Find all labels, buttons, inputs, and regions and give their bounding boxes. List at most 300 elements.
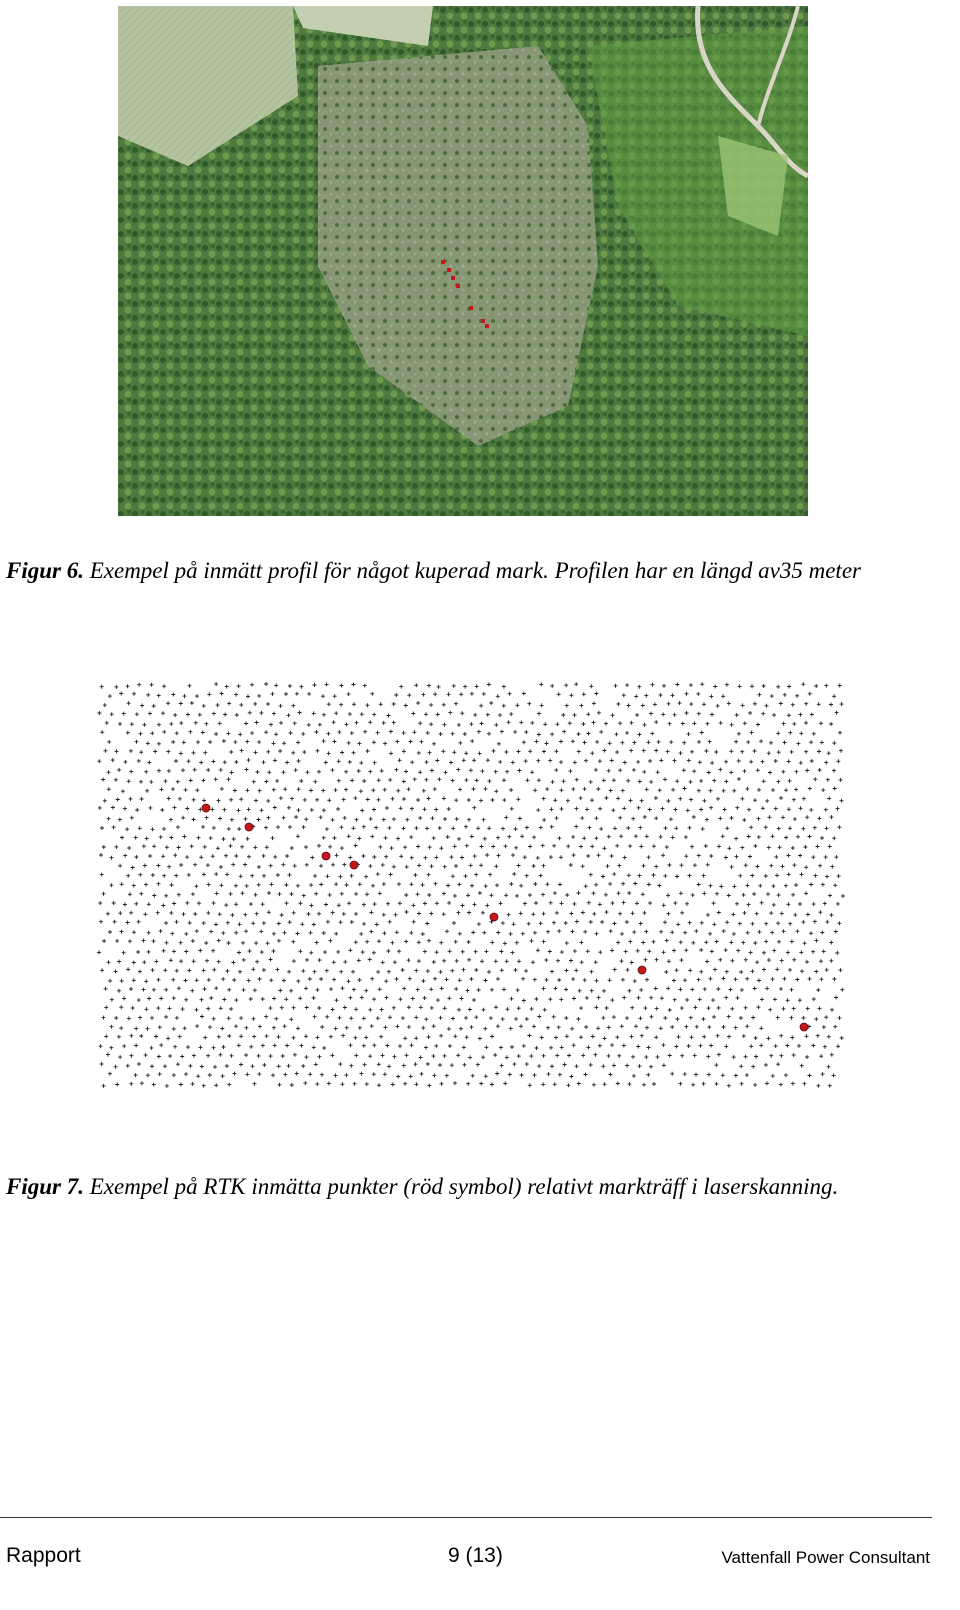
laser-point xyxy=(825,875,829,879)
laser-point xyxy=(520,834,524,838)
laser-point xyxy=(517,959,521,963)
laser-point xyxy=(185,901,189,905)
laser-point xyxy=(705,960,709,964)
laser-point xyxy=(484,884,488,888)
laser-point xyxy=(299,779,303,783)
laser-point xyxy=(685,902,689,906)
laser-point xyxy=(281,1054,285,1058)
laser-point xyxy=(154,1035,158,1039)
laser-point xyxy=(162,684,166,688)
laser-point xyxy=(460,711,464,715)
laser-point xyxy=(423,856,427,860)
laser-point xyxy=(495,1072,499,1076)
laser-point xyxy=(543,1008,547,1012)
laser-point xyxy=(319,977,323,981)
laser-point xyxy=(184,932,188,936)
laser-point xyxy=(470,739,474,743)
laser-point xyxy=(417,751,421,755)
laser-point xyxy=(132,692,136,696)
laser-point xyxy=(494,864,498,868)
laser-point xyxy=(182,740,186,744)
laser-point xyxy=(167,797,171,801)
laser-point xyxy=(449,855,453,859)
laser-point xyxy=(779,1083,783,1087)
laser-point xyxy=(586,949,590,953)
laser-point xyxy=(665,939,669,943)
laser-point xyxy=(330,1053,334,1057)
laser-point xyxy=(207,883,211,887)
laser-point xyxy=(510,1045,514,1049)
laser-point xyxy=(471,1074,475,1078)
laser-point xyxy=(202,968,206,972)
laser-point xyxy=(162,730,166,734)
laser-point xyxy=(427,893,431,897)
laser-point xyxy=(514,968,518,972)
laser-point xyxy=(511,760,515,764)
laser-point xyxy=(448,949,452,953)
laser-point xyxy=(565,941,569,945)
laser-point xyxy=(803,845,807,849)
laser-point xyxy=(325,682,329,686)
laser-point xyxy=(706,863,710,867)
laser-point xyxy=(589,920,593,924)
laser-point xyxy=(721,694,725,698)
laser-point xyxy=(697,978,701,982)
laser-point xyxy=(502,704,506,708)
laser-point xyxy=(296,932,300,936)
laser-point xyxy=(749,825,753,829)
laser-point xyxy=(153,750,157,754)
laser-point xyxy=(808,787,812,791)
laser-point xyxy=(550,732,554,736)
laser-point xyxy=(458,932,462,936)
laser-point xyxy=(799,806,803,810)
laser-point xyxy=(642,770,646,774)
laser-point xyxy=(721,1073,725,1077)
laser-point xyxy=(464,778,468,782)
laser-point xyxy=(727,1084,731,1088)
laser-point xyxy=(773,997,777,1001)
laser-point xyxy=(106,1053,110,1057)
laser-point xyxy=(693,1053,697,1057)
laser-point xyxy=(660,996,664,1000)
laser-point xyxy=(179,702,183,706)
laser-point xyxy=(168,1006,172,1010)
laser-point xyxy=(776,1062,780,1066)
laser-point xyxy=(825,920,829,924)
laser-point xyxy=(239,1063,243,1067)
laser-point xyxy=(315,1035,319,1039)
laser-point xyxy=(274,683,278,687)
laser-point xyxy=(467,911,471,915)
laser-point xyxy=(738,684,742,688)
laser-point xyxy=(418,770,422,774)
laser-point xyxy=(826,778,830,782)
laser-point xyxy=(129,1054,133,1058)
laser-point xyxy=(680,1006,684,1010)
laser-point xyxy=(160,808,164,812)
laser-point xyxy=(410,856,414,860)
laser-point xyxy=(579,845,583,849)
laser-point xyxy=(100,685,104,689)
laser-point xyxy=(484,949,488,953)
laser-point xyxy=(142,844,146,848)
laser-point xyxy=(418,721,422,725)
laser-point xyxy=(378,845,382,849)
laser-point xyxy=(253,845,257,849)
laser-point xyxy=(501,827,505,831)
laser-point xyxy=(206,1054,210,1058)
laser-point xyxy=(610,759,614,763)
laser-point xyxy=(556,959,560,963)
laser-point xyxy=(307,692,311,696)
laser-point xyxy=(780,959,784,963)
laser-point xyxy=(750,684,754,688)
laser-point xyxy=(144,883,148,887)
laser-point xyxy=(649,1015,653,1019)
laser-point xyxy=(115,749,119,753)
laser-point xyxy=(821,1072,825,1076)
laser-point xyxy=(784,884,788,888)
laser-point xyxy=(444,770,448,774)
laser-point xyxy=(188,1064,192,1068)
laser-point xyxy=(453,1081,457,1085)
laser-point xyxy=(423,996,427,1000)
laser-point xyxy=(542,818,546,822)
laser-point xyxy=(469,768,473,772)
laser-point xyxy=(308,977,312,981)
laser-point xyxy=(147,997,151,1001)
laser-point xyxy=(640,799,644,803)
laser-point xyxy=(222,837,226,841)
laser-point xyxy=(718,768,722,772)
laser-point xyxy=(129,797,133,801)
laser-point xyxy=(572,1043,576,1047)
laser-point xyxy=(357,742,361,746)
laser-point xyxy=(159,1043,163,1047)
laser-point xyxy=(745,787,749,791)
laser-point xyxy=(589,873,593,877)
laser-point xyxy=(282,770,286,774)
laser-point xyxy=(234,693,238,697)
laser-point xyxy=(740,1082,744,1086)
laser-point xyxy=(127,846,131,850)
laser-point xyxy=(841,894,845,898)
laser-point xyxy=(325,827,329,831)
laser-point xyxy=(392,1006,396,1010)
laser-point xyxy=(332,978,336,982)
laser-point xyxy=(717,844,721,848)
laser-point xyxy=(768,771,772,775)
laser-point xyxy=(638,1064,642,1068)
laser-point xyxy=(150,1064,154,1068)
laser-point xyxy=(579,940,583,944)
laser-point xyxy=(331,1008,335,1012)
laser-point xyxy=(355,818,359,822)
laser-point xyxy=(139,750,143,754)
laser-point xyxy=(106,912,110,916)
laser-point xyxy=(388,920,392,924)
laser-point xyxy=(218,912,222,916)
laser-point xyxy=(122,951,126,955)
laser-point xyxy=(360,996,364,1000)
laser-point xyxy=(282,741,286,745)
laser-point xyxy=(739,1016,743,1020)
laser-point xyxy=(125,827,129,831)
laser-point xyxy=(170,883,174,887)
laser-point xyxy=(283,931,287,935)
laser-point xyxy=(119,1026,123,1030)
laser-point xyxy=(493,1053,497,1057)
laser-point xyxy=(365,940,369,944)
laser-point xyxy=(352,702,356,706)
laser-point xyxy=(340,892,344,896)
laser-point xyxy=(391,1083,395,1087)
laser-point xyxy=(668,1008,672,1012)
laser-point xyxy=(666,986,670,990)
laser-point xyxy=(702,891,706,895)
laser-point xyxy=(214,732,218,736)
laser-point xyxy=(590,751,594,755)
laser-point xyxy=(563,1063,567,1067)
laser-point xyxy=(401,968,405,972)
laser-point xyxy=(817,702,821,706)
laser-point xyxy=(599,730,603,734)
laser-point xyxy=(643,911,647,915)
laser-point xyxy=(560,807,564,811)
laser-point xyxy=(151,873,155,877)
laser-point xyxy=(772,713,776,717)
laser-point xyxy=(411,712,415,716)
laser-point xyxy=(392,1055,396,1059)
laser-point xyxy=(800,1064,804,1068)
laser-point xyxy=(313,683,317,687)
laser-point xyxy=(464,825,468,829)
laser-point xyxy=(342,912,346,916)
laser-point xyxy=(257,1072,261,1076)
laser-point xyxy=(569,693,573,697)
laser-point xyxy=(531,960,535,964)
laser-point xyxy=(339,703,343,707)
laser-point xyxy=(104,987,108,991)
laser-point xyxy=(409,740,413,744)
laser-point xyxy=(424,778,428,782)
laser-point xyxy=(257,694,261,698)
laser-point xyxy=(217,960,221,964)
laser-point xyxy=(628,1082,632,1086)
laser-point xyxy=(508,1073,512,1077)
laser-point xyxy=(227,701,231,705)
profile-point xyxy=(441,260,445,264)
laser-point xyxy=(515,703,519,707)
laser-point xyxy=(129,911,133,915)
laser-point xyxy=(312,1045,316,1049)
laser-point xyxy=(559,997,563,1001)
laser-point xyxy=(507,913,511,917)
laser-point xyxy=(298,996,302,1000)
laser-point xyxy=(727,1015,731,1019)
laser-point xyxy=(181,816,185,820)
laser-point xyxy=(486,713,490,717)
laser-point xyxy=(362,1016,366,1020)
laser-point xyxy=(201,825,205,829)
laser-point xyxy=(836,902,840,906)
laser-point xyxy=(403,1036,407,1040)
laser-point xyxy=(284,692,288,696)
laser-point xyxy=(692,815,696,819)
laser-point xyxy=(597,853,601,857)
laser-point xyxy=(332,740,336,744)
laser-point xyxy=(499,901,503,905)
laser-point xyxy=(137,683,141,687)
laser-point xyxy=(357,769,361,773)
laser-point xyxy=(330,768,334,772)
laser-point xyxy=(137,1062,141,1066)
laser-point xyxy=(262,921,266,925)
laser-point xyxy=(293,721,297,725)
laser-point xyxy=(819,959,823,963)
figure-7-caption xyxy=(6,1172,946,1201)
laser-point xyxy=(539,921,543,925)
laser-point xyxy=(297,787,301,791)
laser-point xyxy=(432,1073,436,1077)
laser-point xyxy=(457,882,461,886)
laser-point xyxy=(264,682,268,686)
laser-point xyxy=(792,1007,796,1011)
laser-point xyxy=(814,684,818,688)
laser-point xyxy=(186,1045,190,1049)
laser-point xyxy=(554,768,558,772)
laser-point xyxy=(430,1006,434,1010)
laser-point xyxy=(111,758,115,762)
laser-point xyxy=(267,891,271,895)
laser-point xyxy=(439,941,443,945)
laser-point xyxy=(528,1083,532,1087)
laser-point xyxy=(164,1015,168,1019)
laser-point xyxy=(795,694,799,698)
laser-point xyxy=(313,780,317,784)
laser-point xyxy=(770,931,774,935)
laser-point xyxy=(196,740,200,744)
laser-point xyxy=(421,883,425,887)
laser-point xyxy=(134,1073,138,1077)
laser-point xyxy=(562,779,566,783)
laser-point xyxy=(607,1025,611,1029)
laser-point xyxy=(248,949,252,953)
laser-point xyxy=(727,894,731,898)
laser-point xyxy=(533,931,537,935)
laser-point xyxy=(227,988,231,992)
laser-point xyxy=(832,769,836,773)
laser-point xyxy=(277,1035,281,1039)
laser-point xyxy=(819,721,823,725)
laser-point xyxy=(383,1072,387,1076)
laser-point xyxy=(676,922,680,926)
laser-point xyxy=(97,711,101,715)
laser-point xyxy=(835,711,839,715)
laser-point xyxy=(745,977,749,981)
laser-point xyxy=(157,1055,161,1059)
figure-7-label: Figur 7. xyxy=(6,1174,84,1199)
laser-point xyxy=(427,1084,431,1088)
laser-point xyxy=(836,807,840,811)
laser-point xyxy=(349,1064,353,1068)
laser-point xyxy=(792,798,796,802)
laser-point xyxy=(142,960,146,964)
laser-point xyxy=(584,1025,588,1029)
laser-point xyxy=(687,732,691,736)
laser-point xyxy=(268,1006,272,1010)
laser-point xyxy=(304,845,308,849)
laser-point xyxy=(758,693,762,697)
laser-point xyxy=(271,1073,275,1077)
laser-point xyxy=(725,826,729,830)
laser-point xyxy=(179,751,183,755)
laser-point xyxy=(267,910,271,914)
laser-point xyxy=(404,893,408,897)
laser-point xyxy=(258,1025,262,1029)
laser-point xyxy=(755,960,759,964)
laser-point xyxy=(334,1027,338,1031)
laser-point xyxy=(221,1074,225,1078)
laser-point xyxy=(518,817,522,821)
laser-point xyxy=(776,731,780,735)
laser-point xyxy=(202,798,206,802)
laser-point xyxy=(293,864,297,868)
laser-point xyxy=(163,779,167,783)
laser-point xyxy=(245,1072,249,1076)
laser-point xyxy=(434,855,438,859)
laser-point xyxy=(123,760,127,764)
laser-point xyxy=(372,1072,376,1076)
laser-point xyxy=(604,796,608,800)
laser-point xyxy=(534,901,538,905)
laser-point xyxy=(382,818,386,822)
laser-point xyxy=(515,941,519,945)
laser-point xyxy=(210,807,214,811)
laser-point xyxy=(470,692,474,696)
laser-point xyxy=(254,941,258,945)
laser-point xyxy=(417,863,421,867)
laser-point xyxy=(284,997,288,1001)
laser-point xyxy=(150,1016,154,1020)
laser-point xyxy=(114,685,118,689)
laser-point xyxy=(766,1036,770,1040)
laser-point xyxy=(261,997,265,1001)
laser-point xyxy=(515,894,519,898)
laser-point xyxy=(436,713,440,717)
laser-point xyxy=(611,713,615,717)
laser-point xyxy=(177,846,181,850)
laser-point xyxy=(135,740,139,744)
laser-point xyxy=(708,740,712,744)
laser-point xyxy=(735,713,739,717)
laser-point xyxy=(331,863,335,867)
laser-point xyxy=(503,941,507,945)
laser-point xyxy=(362,1044,366,1048)
laser-point xyxy=(161,854,165,858)
laser-point xyxy=(546,1026,550,1030)
laser-point xyxy=(514,827,518,831)
laser-point xyxy=(381,960,385,964)
laser-point xyxy=(242,988,246,992)
laser-point xyxy=(196,1074,200,1078)
laser-point xyxy=(128,892,132,896)
laser-point xyxy=(808,835,812,839)
laser-point xyxy=(770,694,774,698)
laser-point xyxy=(629,798,633,802)
laser-point xyxy=(247,758,251,762)
